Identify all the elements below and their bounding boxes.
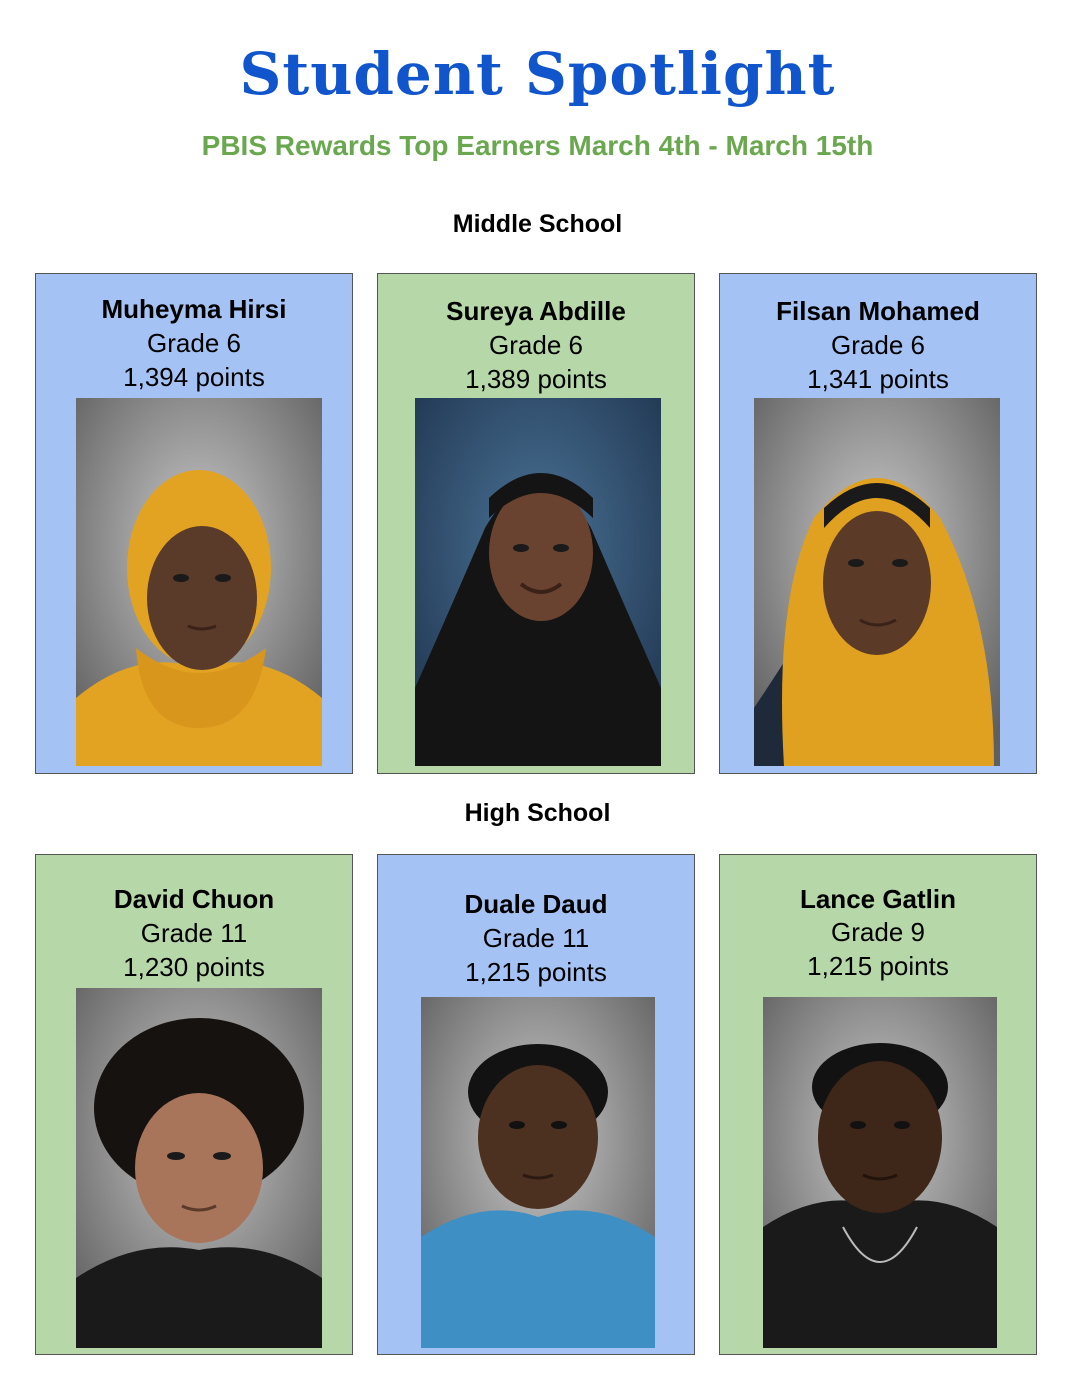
student-photo	[754, 398, 1000, 766]
student-card	[377, 854, 695, 1355]
student-card	[719, 854, 1037, 1355]
student-grade: Grade 6	[147, 328, 241, 358]
student-photo	[415, 398, 661, 766]
student-grade: Grade 6	[831, 330, 925, 360]
section-heading-high-school: High School	[464, 799, 611, 827]
page-subtitle: PBIS Rewards Top Earners March 4th - March 15th	[201, 130, 874, 161]
section-heading-middle-school: Middle School	[452, 210, 623, 238]
student-card	[35, 273, 353, 774]
student-points: 1,389 points	[465, 364, 607, 394]
student-card	[719, 273, 1037, 774]
student-name: Filsan Mohamed	[776, 296, 980, 326]
student-photo	[76, 988, 322, 1348]
student-card	[377, 273, 695, 774]
student-points: 1,341 points	[807, 364, 949, 394]
student-points: 1,215 points	[465, 957, 607, 987]
student-points: 1,215 points	[807, 951, 949, 981]
student-photo	[763, 997, 997, 1348]
student-name: David Chuon	[113, 884, 275, 914]
student-photo	[76, 398, 322, 766]
student-points: 1,230 points	[123, 952, 265, 982]
student-grade: Grade 11	[482, 923, 590, 953]
student-name: Duale Daud	[464, 889, 608, 919]
student-name: Lance Gatlin	[799, 884, 957, 914]
student-name: Muheyma Hirsi	[101, 294, 287, 324]
student-name: Sureya Abdille	[446, 296, 626, 326]
student-points: 1,394 points	[123, 362, 265, 392]
page-title: Student Spotlight	[239, 40, 836, 108]
student-grade: Grade 6	[489, 330, 583, 360]
student-photo	[421, 997, 655, 1348]
student-grade: Grade 9	[831, 917, 925, 947]
student-card	[35, 854, 353, 1355]
student-grade: Grade 11	[140, 918, 248, 948]
